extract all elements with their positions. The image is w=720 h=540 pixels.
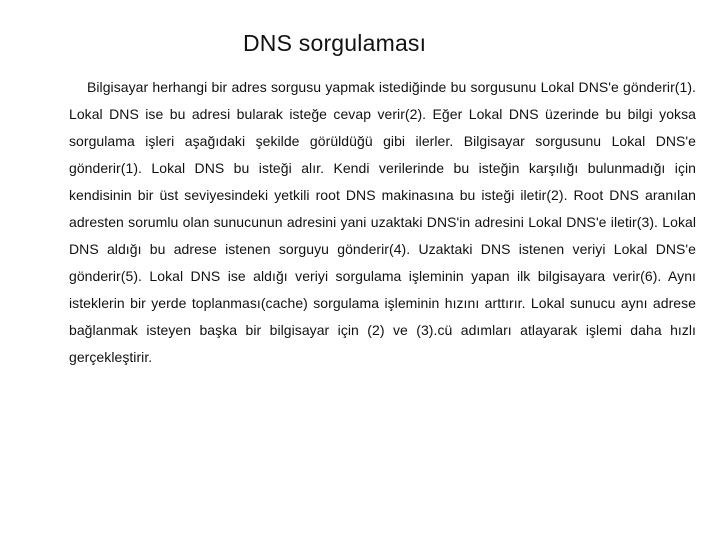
slide-title: DNS sorgulaması bbox=[243, 30, 427, 56]
slide-body-paragraph: Bilgisayar herhangi bir adres sorgusu yapmak istediğinde bu sorgusunu Lokal DNS'e gönderir(1). Lokal DNS ise bu adresi bularak isteğe cevap verir(2). Eğer Lokal DNS üzerinde bu bilgi yoksa sorgulama işleri aşağıdaki şekilde görüldüğü gibi ilerler. Bilgisayar sorgusunu Lokal DNS'e gönderir(1). Lokal DNS bu isteği alır. Kendi verilerinde bu isteğin karşılığı bulunmadığı için kendisinin bir üst seviyesindeki yetkili root DNS makinasına bu isteği iletir(2). Root DNS aranılan adresten sorumlu olan sunucunun adresini yani uzaktaki DNS'in adresini Lokal DNS'e iletir(3). Lokal DNS aldığı bu adrese istenen sorguyu gönderir(4). Uzaktaki DNS istenen veriyi Lokal DNS'e gönderir(5). Lokal DNS ise aldığı veriyi sorgulama işleminin yapan ilk bilgisayara verir(6). Aynı isteklerin bir yerde toplanması(cache) sorgulama işleminin hızını arttırır. Lokal sunucu aynı adrese bağlanmak isteyen başka bir bilgisayar için (2) ve (3).cü adımları atlayarak işlemi daha hızlı gerçekleştirir. bbox=[69, 79, 696, 365]
